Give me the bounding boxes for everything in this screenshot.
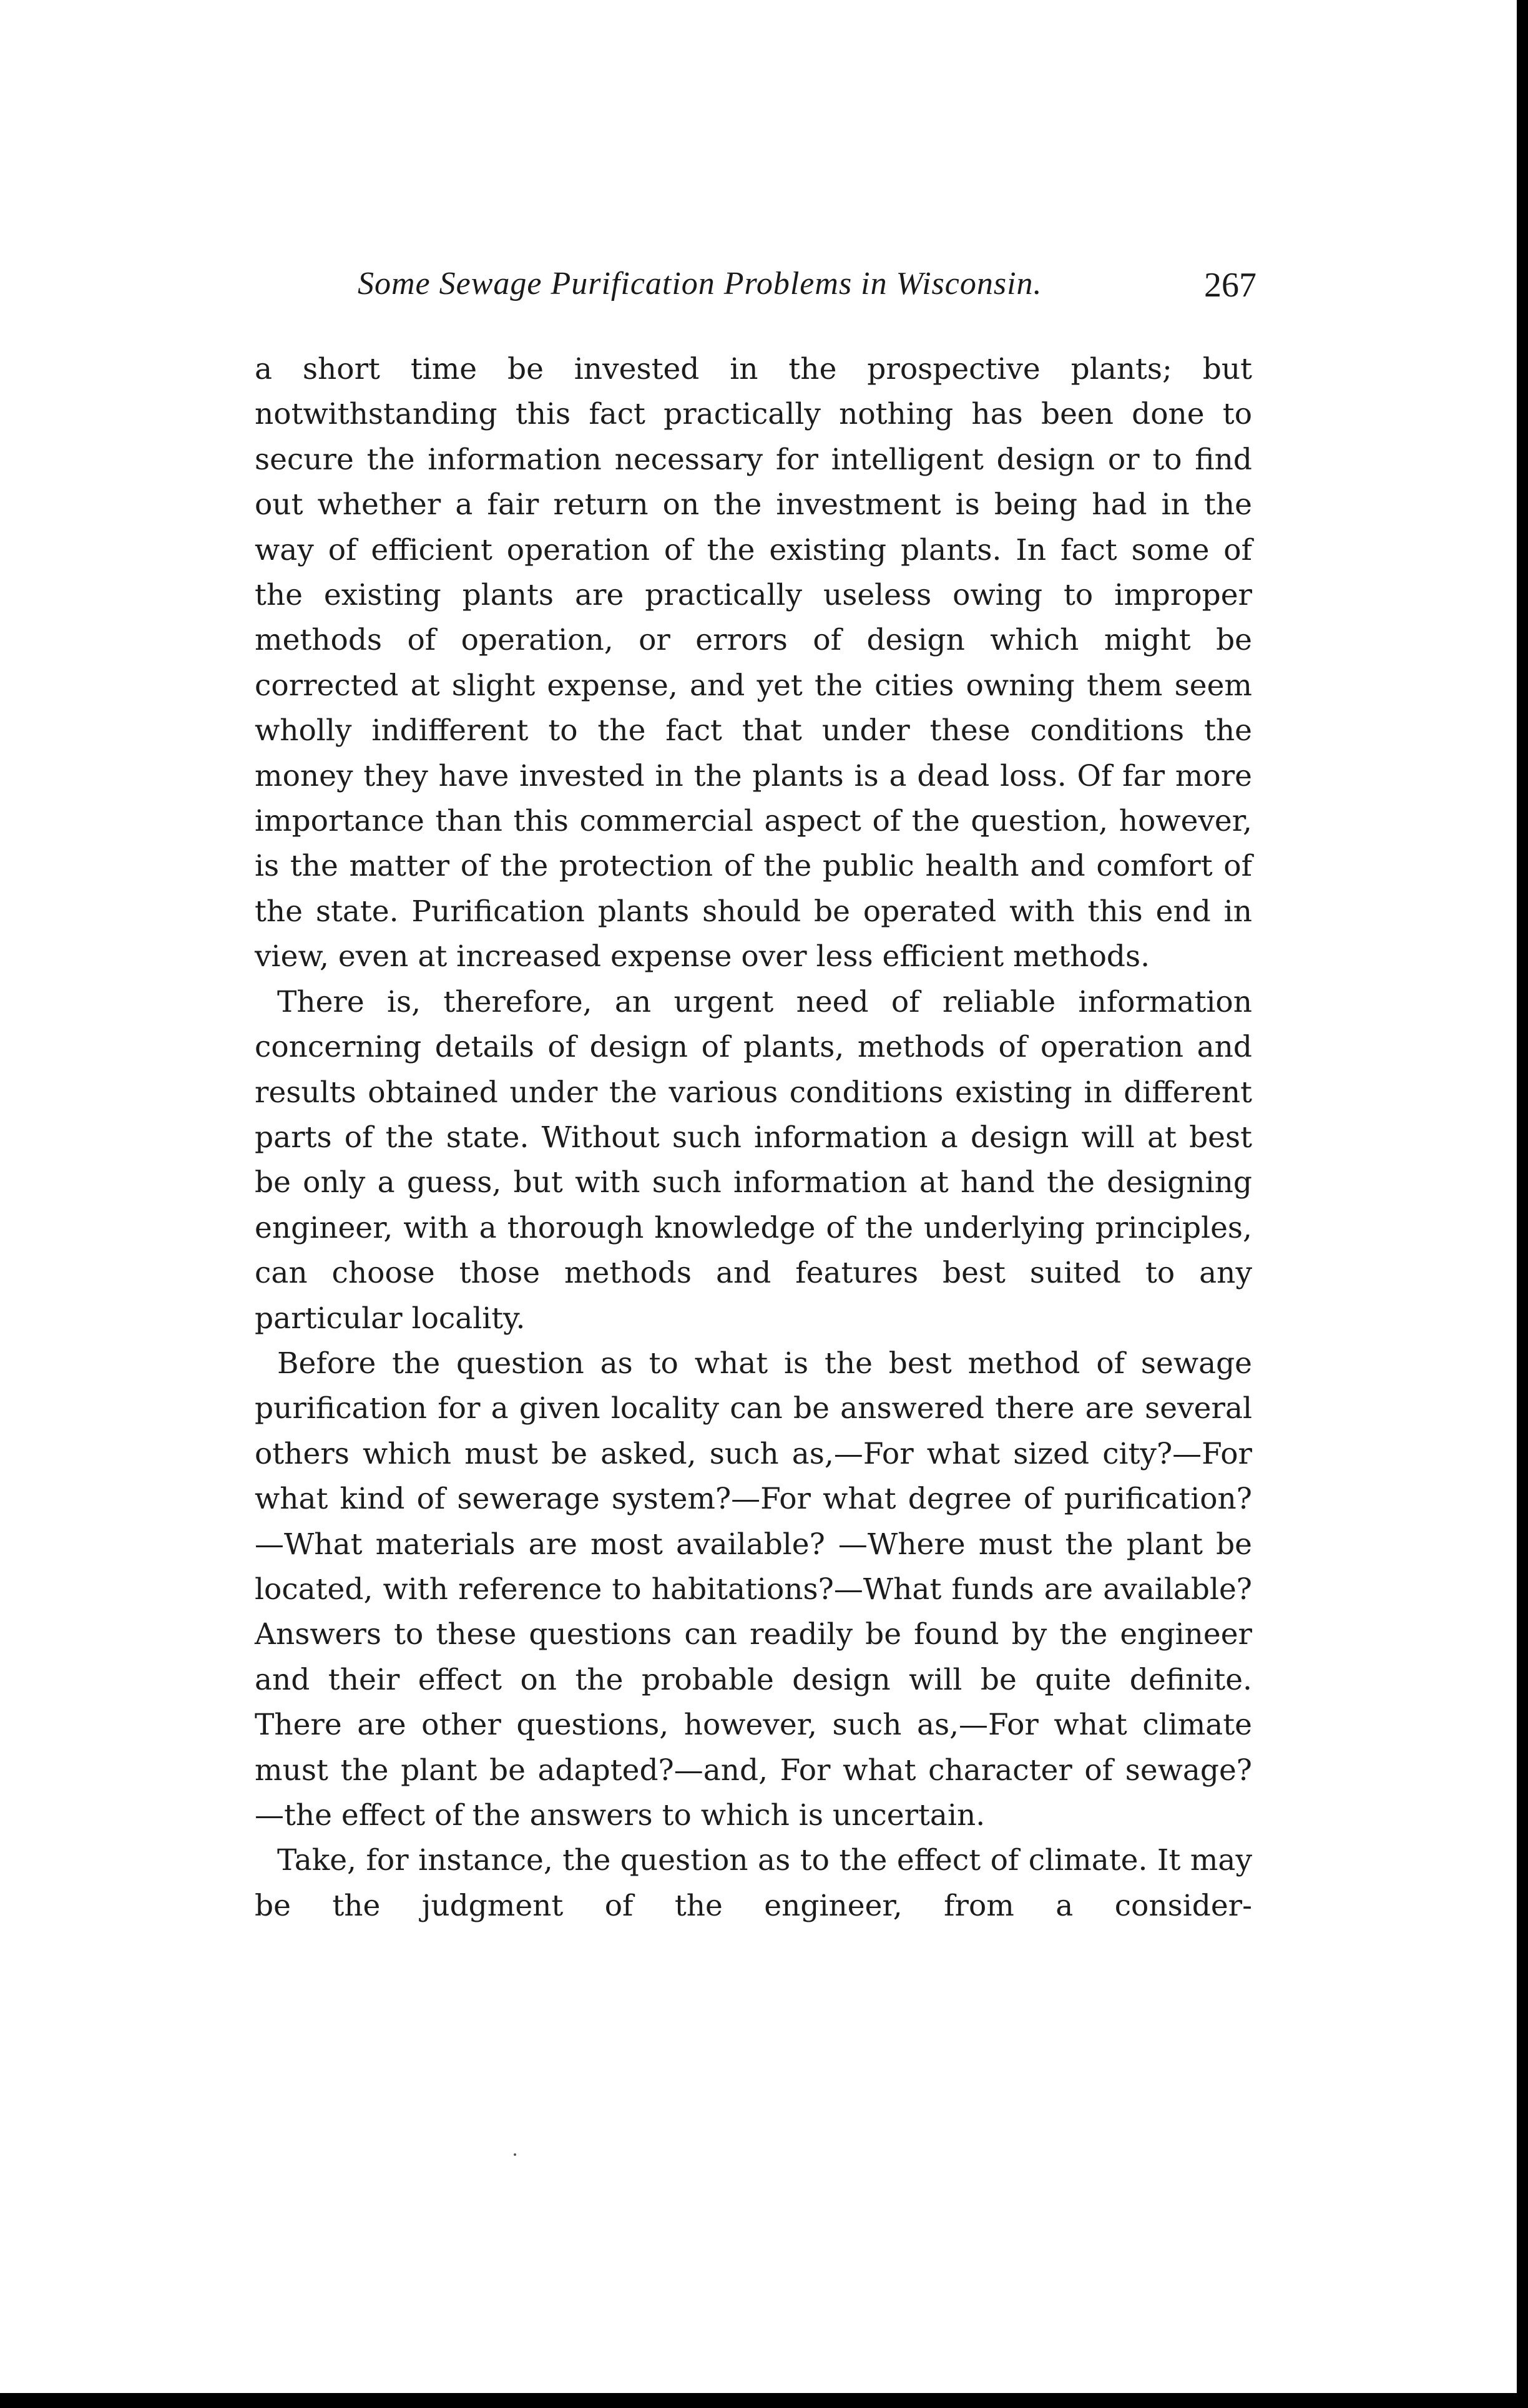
ink-speck — [514, 2153, 516, 2156]
paragraph: Before the question as to what is the best method of sewage purification for a given locality can be answered there are several others which must be asked, such as,—For what sized city?—For what kind of sewerage system?—For what degree of purification?—What materials are most available? —Where must the plant be located, with reference to habitations?—What funds are available? Answers to these questions can readily be found by the engineer and their effect on the probable design will be quite definite. There are other questions, however, such as,—For what climate must the plant be adapted?—and, For what character of sewage?—the effect of the answers to which is uncertain. — [255, 1346, 1252, 1833]
body-text — [255, 347, 1252, 1929]
running-header — [253, 265, 1256, 315]
paragraph: There is, therefore, an urgent need of reliable information concerning details of design of plants, methods of operation and results obtained under the various conditions existing in different parts of the state. Without such information a design will at best be only a guess, but with such information at hand the designing engineer, with a thorough knowledge of the underlying principles, can choose those methods and features best suited to any particular locality. — [255, 984, 1252, 1336]
page-number: 267 — [1204, 266, 1256, 305]
paragraph-continued: a short time be invested in the prospective plants; but notwithstanding this fact practically nothing has been done to secure the information necessary for intelligent design or to find out whether a fair return on the investment is being had in the way of efficient operation of the existing plants. In fact some of the existing plants are practically useless owing to improper methods of operation, or errors of design which might be corrected at slight expense, and yet the cities owning them seem wholly indifferent to the fact that under these conditions the money they have invested in the plants is a dead loss. Of far more importance than this commercial aspect of the question, however, is the matter of the protection of the public health and comfort of the state. Purification plants should be operated with this end in view, even at increased expense over less efficient methods. — [255, 352, 1252, 974]
running-title: Some Sewage Purification Problems in Wisconsin. — [358, 266, 1042, 301]
paragraph-continues: Take, for instance, the question as to the effect of climate. It may be the judgment of the engineer, from a consider- — [255, 1843, 1252, 1923]
